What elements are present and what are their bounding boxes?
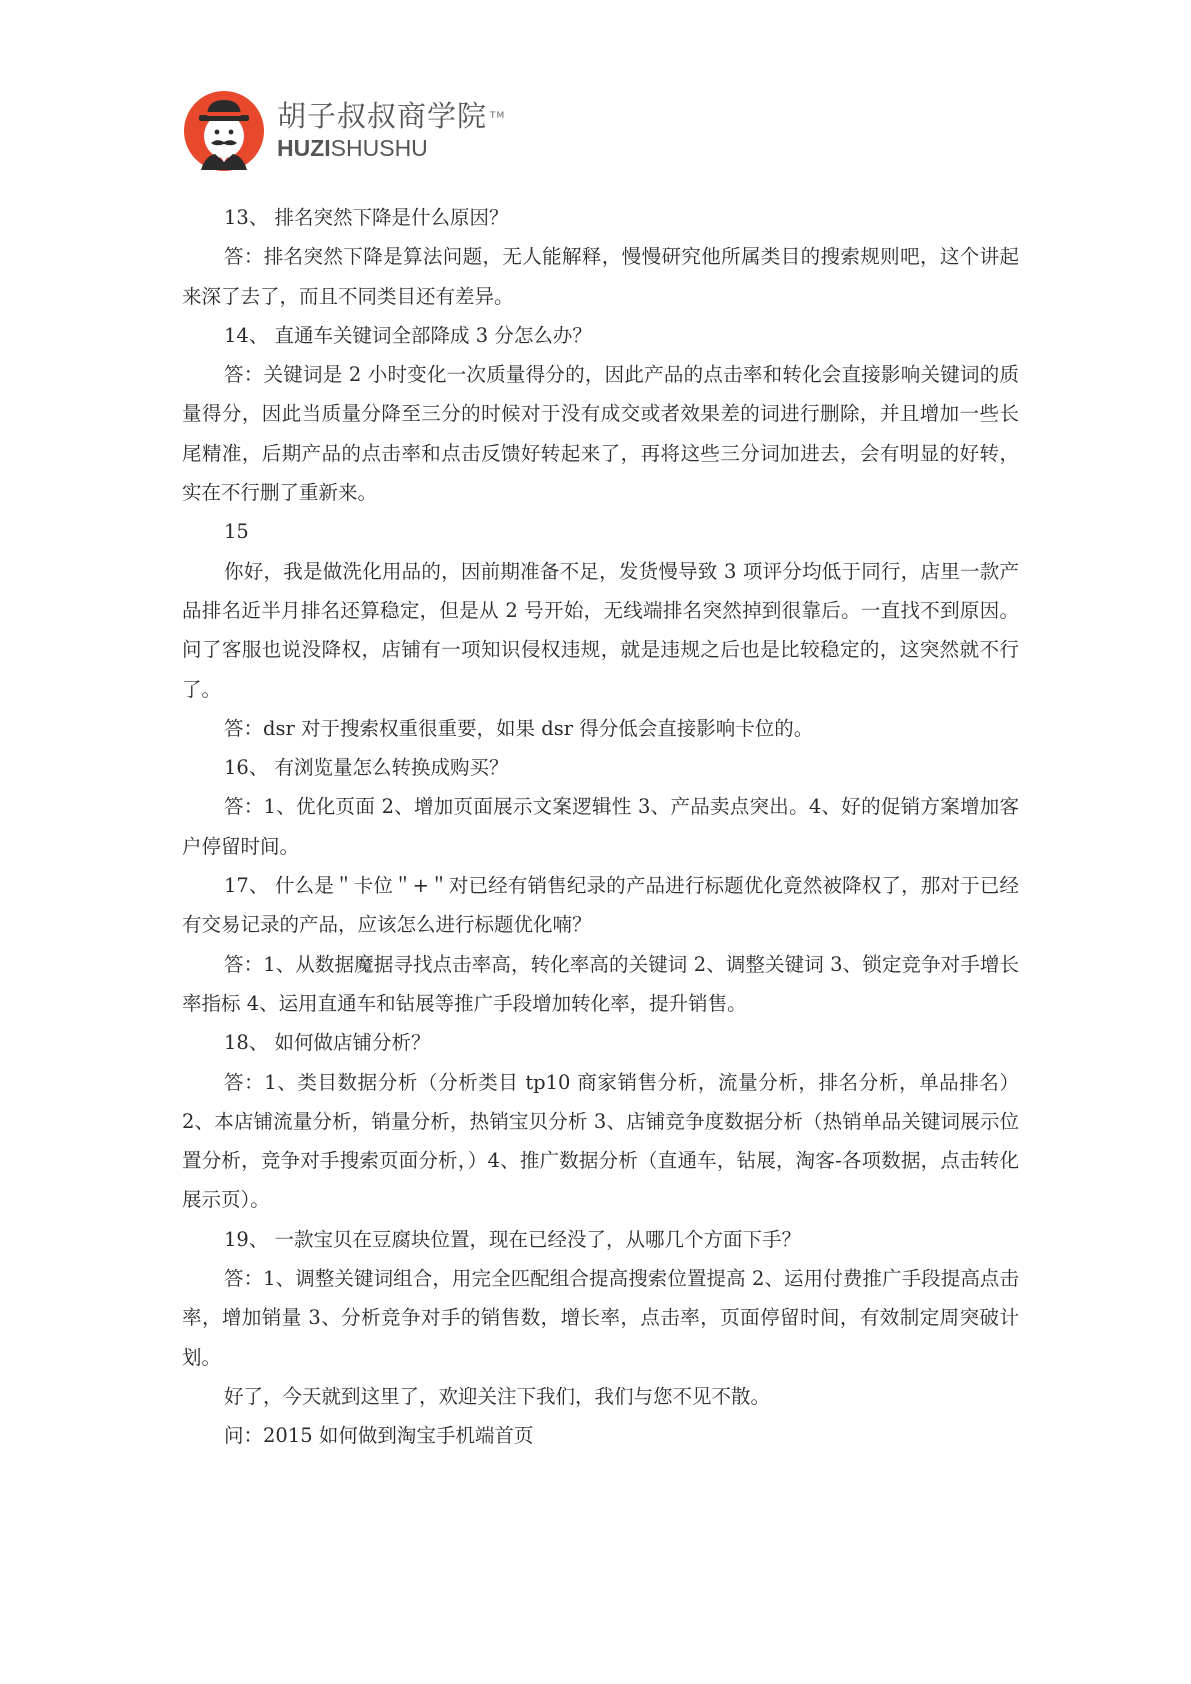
answer-19: 答：1、调整关键词组合，用完全匹配组合提高搜索位置提高 2、运用付费推广手段提高点击率，增加销量 3、分析竞争对手的销售数，增长率，点击率，页面停留时间，有效制定周突破计划。 (182, 1267, 1019, 1369)
answer-17: 答：1、从数据魔据寻找点击率高，转化率高的关键词 2、调整关键词 3、锁定竞争对手增长率指标 4、运用直通车和钻展等推广手段增加转化率，提升销售。 (182, 952, 1019, 1015)
brand-name-cn: 胡子叔叔商学院 TM (277, 99, 506, 133)
document-body (182, 198, 1019, 1456)
next-question: 问：2015 如何做到淘宝手机端首页 (224, 1424, 534, 1448)
answer-13: 答：排名突然下降是算法问题，无人能解释，慢慢研究他所属类目的搜索规则吧，这个讲起来深了去了，而且不同类目还有差异。 (182, 245, 1019, 308)
question-17: 17、 什么是＂卡位＂+＂对已经有销售纪录的产品进行标题优化竟然被降权了，那对于已经有交易记录的产品，应该怎么进行标题优化喃？ (182, 874, 1019, 937)
answer-18: 答：1、类目数据分析（分析类目 tp10 商家销售分析，流量分析，排名分析，单品排名）2、本店铺流量分析，销量分析，热销宝贝分析 3、店铺竞争度数据分析（热销单品关键词展示位置分析，竞争对手搜索页面分析，）4、推广数据分析（直通车，钻展，淘客-各项数据，点击转化展示页）。 (182, 1070, 1019, 1212)
brand-name-en: HUZISHUSHU (277, 135, 428, 161)
header (183, 90, 506, 172)
question-18: 18、 如何做店铺分析？ (224, 1031, 431, 1055)
question-14: 14、 直通车关键词全部降成 3 分怎么办？ (224, 323, 592, 347)
question-19: 19、 一款宝贝在豆腐块位置，现在已经没了，从哪几个方面下手？ (224, 1227, 802, 1251)
question-16: 16、 有浏览量怎么转换成购买？ (224, 756, 509, 780)
mustache-man-logo-icon (183, 90, 265, 172)
closing-text: 好了，今天就到这里了，欢迎关注下我们，我们与您不见不散。 (224, 1384, 771, 1408)
brand (277, 99, 506, 163)
answer-14: 答：关键词是 2 小时变化一次质量得分的，因此产品的点击率和转化会直接影响关键词的质量得分，因此当质量分降至三分的时候对于没有成交或者效果差的词进行删除，并且增加一些长尾精准，后期产品的点击率和点击反馈好转起来了，再将这些三分词加进去，会有明显的好转，实在不行删了重新来。 (182, 363, 1019, 505)
question-15-number: 15 (224, 520, 249, 544)
trademark: TM (490, 111, 506, 121)
question-13: 13、 排名突然下降是什么原因？ (224, 206, 509, 229)
answer-15: 答：dsr 对于搜索权重很重要，如果 dsr 得分低会直接影响卡位的。 (224, 716, 814, 740)
answer-16: 答：1、优化页面 2、增加页面展示文案逻辑性 3、产品卖点突出。4、好的促销方案增加客户停留时间。 (182, 795, 1019, 858)
question-15: 你好，我是做洗化用品的，因前期准备不足，发货慢导致 3 项评分均低于同行，店里一款产品排名近半月排名还算稳定，但是从 2 号开始，无线端排名突然掉到很靠后。一直找不到原因。问了客服也说没降权，店铺有一项知识侵权违规，就是违规之后也是比较稳定的，这突然就不行了。 (182, 559, 1019, 701)
